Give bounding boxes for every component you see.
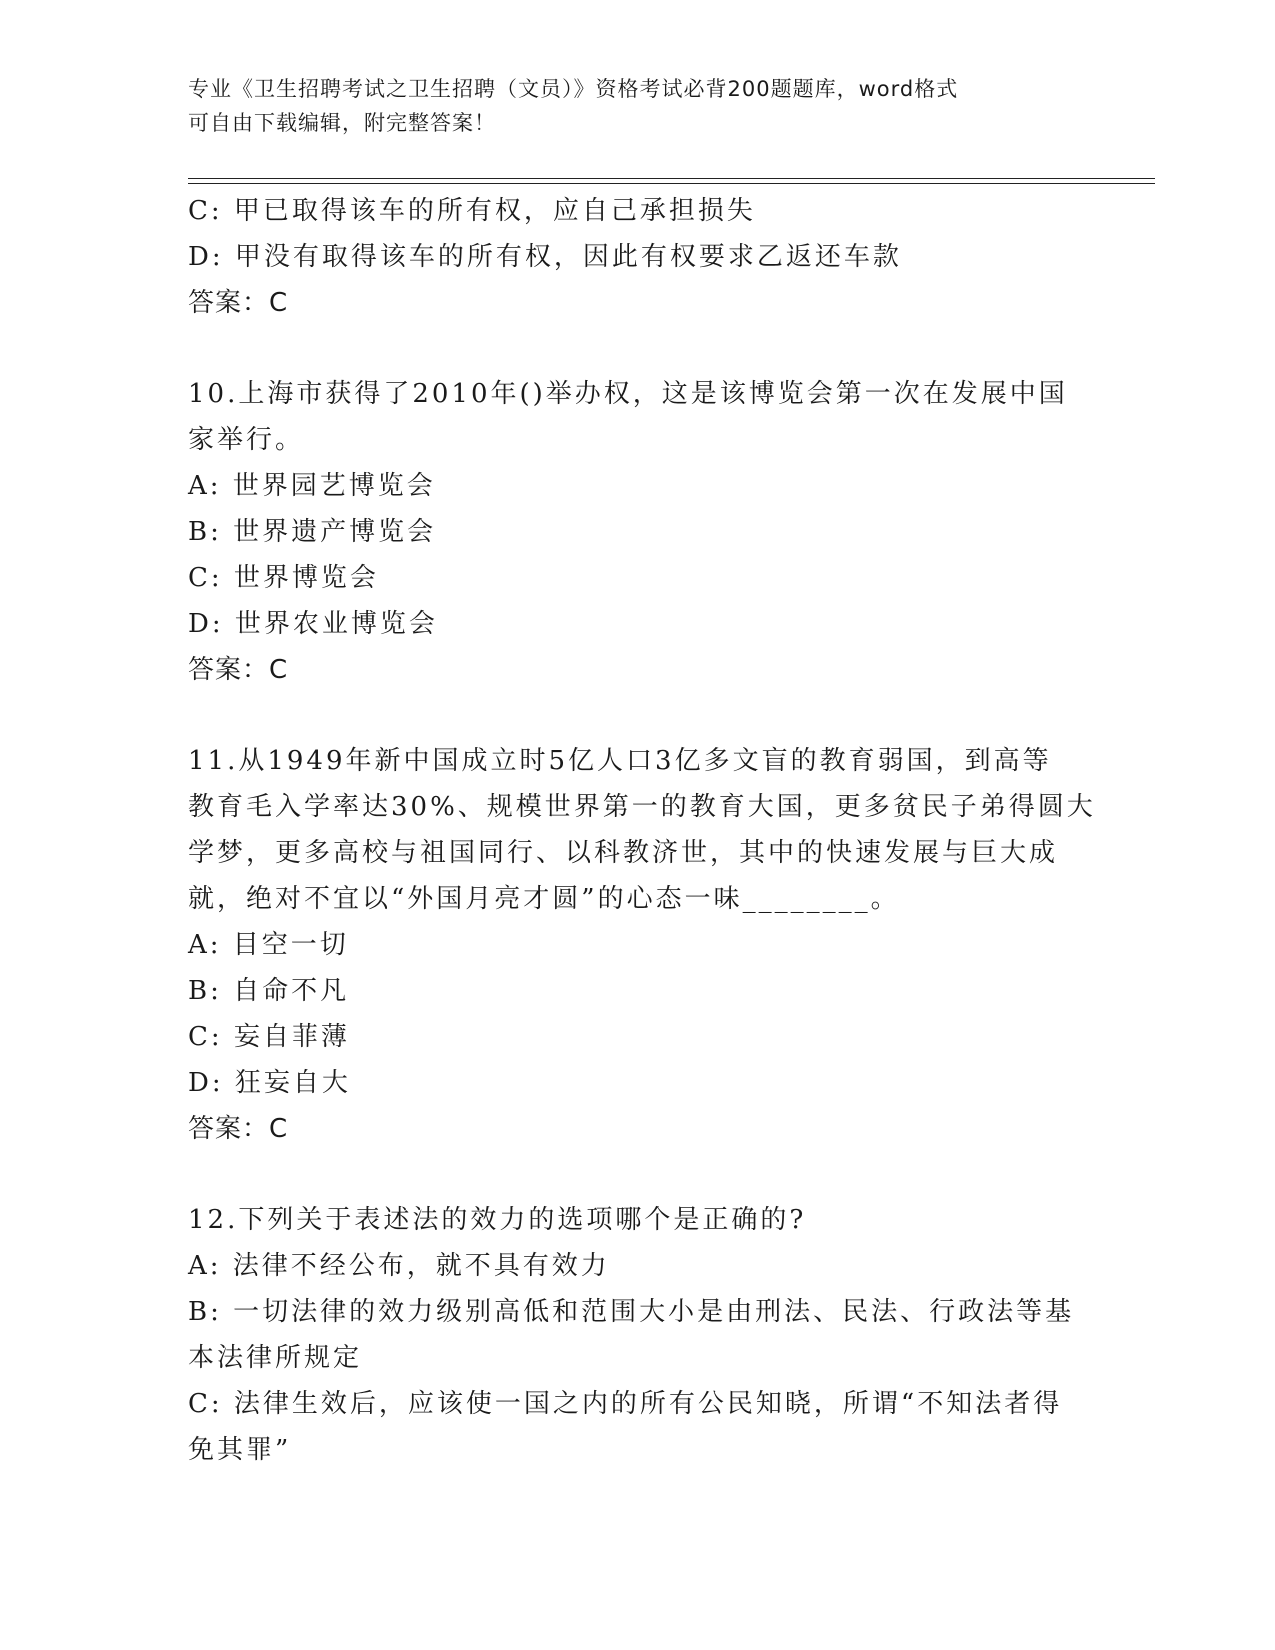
option-c-continued: 免其罪”: [188, 1435, 292, 1465]
question-gap: [188, 693, 1088, 738]
question-gap: [188, 1152, 1088, 1197]
option-b: B: 一切法律的效力级别高低和范围大小是由刑法、民法、行政法等基: [188, 1297, 1075, 1327]
header-rule-top: [188, 178, 1155, 179]
question-stem-continued: 学梦，更多高校与祖国同行、以科教济世，其中的快速发展与巨大成: [188, 838, 1059, 868]
option-d: D: 狂妄自大: [188, 1068, 351, 1098]
question-list: [188, 188, 1096, 1473]
question-stem: 11.从1949年新中国成立时5亿人口3亿多文盲的教育弱国，到高等: [188, 746, 1052, 776]
question-11: [188, 738, 1096, 1152]
question-gap: [188, 326, 1088, 371]
header-title-line-2: 可自由下载编辑，附完整答案！: [188, 111, 496, 135]
option-b-continued: 本法律所规定: [188, 1343, 363, 1373]
question-stem-continued: 教育毛入学率达30%、规模世界第一的教育大国，更多贫民子弟得圆大: [188, 792, 1096, 822]
question-stem-continued: 就，绝对不宜以“外国月亮才圆”的心态一味________。: [188, 884, 900, 914]
question-12: [188, 1197, 1088, 1473]
option-c: C: 甲已取得该车的所有权，应自己承担损失: [188, 196, 756, 226]
answer-line: 答案：C: [188, 655, 289, 685]
option-a: A: 法律不经公布，就不具有效力: [188, 1251, 610, 1281]
answer-line: 答案：C: [188, 1114, 289, 1144]
question-stem: 12.下列关于表述法的效力的选项哪个是正确的?: [188, 1205, 807, 1235]
document-header: [188, 72, 1068, 140]
header-rule-bottom: [188, 183, 1155, 184]
option-c: C: 世界博览会: [188, 563, 379, 593]
option-a: A: 目空一切: [188, 930, 349, 960]
option-b: B: 世界遗产博览会: [188, 517, 437, 547]
option-a: A: 世界园艺博览会: [188, 471, 436, 501]
option-c: C: 法律生效后，应该使一国之内的所有公民知晓，所谓“不知法者得: [188, 1389, 1063, 1419]
answer-line: 答案：C: [188, 288, 289, 318]
option-d: D: 世界农业博览会: [188, 609, 438, 639]
question-10: [188, 371, 1088, 693]
question-stem: 10.上海市获得了2010年()举办权，这是该博览会第一次在发展中国: [188, 379, 1068, 409]
header-title-line-1: 专业《卫生招聘考试之卫生招聘（文员）》资格考试必背200题题库，word格式: [188, 77, 959, 101]
question-stem-continued: 家举行。: [188, 425, 305, 455]
option-b: B: 自命不凡: [188, 976, 350, 1006]
question-9-remainder: [188, 188, 1088, 326]
option-d: D: 甲没有取得该车的所有权，因此有权要求乙返还车款: [188, 242, 902, 272]
option-c: C: 妄自菲薄: [188, 1022, 350, 1052]
